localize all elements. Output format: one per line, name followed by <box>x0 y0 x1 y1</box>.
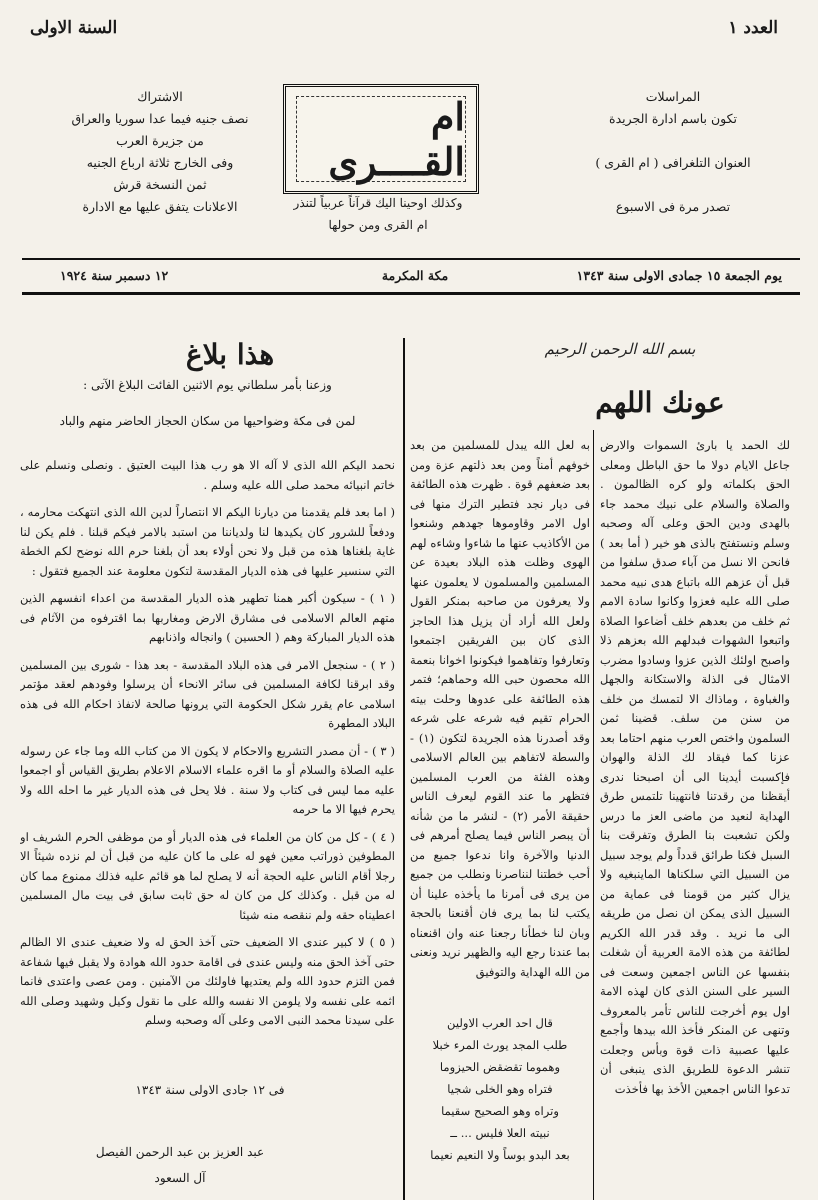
paragraph: ( ١ ) - سيكون أكبر همنا تطهير هذه الديار المقدسة من اعداء انفسهم الذين متهم العالم الاسلامى فى مشارق الارض ومغاربها بما اقترفوه من الآثام فى هذه الديار المباركة وهم ( الحسين ) وانجاله واذنابهم <box>20 591 395 644</box>
poem <box>410 1012 590 1166</box>
poem-line: فتراه وهو الخلى شجيا <box>447 1082 553 1096</box>
bismillah: بسم الله الرحمن الرحيم <box>544 340 696 358</box>
info-line: تصدر مرة فى الاسبوع <box>615 199 731 214</box>
article-text: لك الحمد يا بارئ السموات والارض جاعل الايام دولا ما حق الباطل ومعلى الحق بكلماته ولو كره الظالمون . والصلاة والسلام على نبيك محمد جاء بالهدى ودين الحق وعلى آله وصحبه وسلم ونستفتح بالذى هو خير ( أما بعد ) فانحن الا نسل من آباء صدق سلفوا من قبل أن عزهم الله باتباع هدى نبيه محمد صلى الله عليه فعزوا وكانوا سادة الامم ثم خلف من بعدهم خلف أضاعوا الصلاة واتبعوا الشهوات فبدلهم الله بعزهم ذلا واصبح اولئك الذين عزوا وسادوا مضرب الامثال فى الذلة والاستكانة والجهل والغباوة ، وماذاك الا لتمسك من خلف من سنن من سلف. قضينا ثمن السلمون واختص العرب منهم احتاما بعد عزنا كما فيقاد لك الذلة والهوان فإكسبت أيدينا الى أن اصبحنا ندرى أيقظنا من رقدتنا فانتهينا تلتمس طرق الهداية لنعيد من ماضى العز ما درس ولكن تشعبت بنا الطرق وتفرقت بنا السبل فكنا طرائق قدداً ولم يوجد سبيل من السبيل التي سلكناها الماينبغيه ولا يزال كثير من قومنا فى عماية من السبيل الذى يمكن ان نصل من طريقه الى ما نريد . وقد قدر الله الكريم لطائفة من هذه الامة العربية أن شغلت بنفسها عن الناس اجمعين وسعت فى السير على السنن الذى كان لهذه الامة اول يوم أخرجت للناس تأمر بالمعروف وتنهى عن المنكر فأخذ الله بيدها وأجمع عليها عصبية ذات قوة وبأس وجعلت تنشر الدعوة للطريق الذى ينبغى أن تدعوا الناس اجمعين الأخذ بها فأخذت <box>600 438 790 1096</box>
info-line: نصف جنيه فيما عدا سوريا والعراق <box>71 111 249 126</box>
info-line: وفى الخارج ثلاثة ارباع الجنيه <box>86 155 234 170</box>
poem-line: وهموما تقضقض الحيزوما <box>439 1060 561 1074</box>
paragraph: ( ٣ ) - أن مصدر التشريع والاحكام لا يكون الا من كتاب الله وما جاء عن رسوله عليه الصلاة والسلام أو ما اقره علماء الاسلام الاعلام بطريق القياس أو اجمعوا عليه مما ليس فى كتاب ولا سنة . فلا يحل فى هذه الديار غير ما احله الله ولا يحرم فيها الا ما حرمه <box>20 743 395 816</box>
info-line: الاعلانات يتفق عليها مع الادارة <box>82 199 238 214</box>
column-divider <box>403 338 405 1200</box>
paragraph: ( ٢ ) - سنجعل الامر فى هذه البلاد المقدسة - بعد هذا - شورى بين المسلمين وقد ابرقنا لكافة المسلمين فى سائر الانحاء أن يرسلوا وفودهم لعقد مؤتمر اسلامى عام يقرر شكل الحكومة التي يرونها صالحة لانفاذ احكام الله فى هذه البلاد المطهرة <box>20 657 395 730</box>
info-line: تكون باسم ادارة الجريدة <box>609 111 737 126</box>
issue-date: فى ١٢ جادى الاولى سنة ١٣٤٣ <box>135 1083 285 1097</box>
date-hijri: يوم الجمعة ١٥ جمادى الاولى سنة ١٣٤٣ <box>576 268 782 283</box>
poem-line: وتراه وهو الصحيح سقيما <box>441 1104 559 1118</box>
info-line: العنوان التلغرافى ( ام القرى ) <box>595 155 751 170</box>
rule <box>22 258 800 260</box>
info-line: المراسلات <box>645 89 701 104</box>
correspondence-info <box>558 86 788 218</box>
poem-line: قال احد العرب الاولين <box>447 1016 553 1030</box>
article-heading: عونك اللهم <box>595 386 725 419</box>
paragraph: ( ٤ ) - كل من كان من العلماء فى هذه الديار أو من موظفى الحرم الشريف او المطوفين ذوراتب معين فهو له على ما كان عليه من قبل أن لم نزده شيئاً الا رجلا أقام الناس عليه الحجة أنه لا يصلح لما هو قائم عليه فذلك ممنوع مما كان له من قبل . وكذلك كل من كان له حق ثابت سابق فى بيت مال المسلمين اعطيناه حقه ولم ننقصه منه شيئا <box>20 829 395 922</box>
info-line: الاشتراك <box>137 89 183 104</box>
poem-line: طلب المجد يورث المرء خبلا <box>432 1038 568 1052</box>
signature-family: آل السعود <box>154 1171 206 1185</box>
poem-line: بعد البدو بوساً ولا النعيم نعيما <box>430 1148 570 1162</box>
rule <box>22 292 800 295</box>
paragraph: ( ٥ ) لا كبير عندى الا الضعيف حتى آخذ الحق له ولا ضعيف عندى الا الظالم حتى آخذ الحق منه وليس عندى فى اقامة حدود الله هوادة ولا يقبل فيها شفاعة فمن التزم حدود الله ولم يعتديها فاولئك من الآمنين . ومن عصى واعتدى فانما اثمه على نفسه ولا يلومن الا نفسه والله على ما نقول وكيل وشهيد وصلى الله على سيدنا محمد النبى الامى وعلى آله وصحبه وسلم <box>20 935 395 1027</box>
subscription-info <box>45 86 275 218</box>
opening-paragraph: نحمد اليكم الله الذى لا آله الا هو رب هذا البيت العتيق . ونصلى ونسلم على خاتم انبيائه محمد صلى الله عليه وسلم . <box>20 458 395 492</box>
addressee-line: لمن فى مكة وضواحيها من سكان الحجاز الحاضر منهم والباد <box>59 414 356 428</box>
newspaper-title: ام القــــرى <box>296 96 466 182</box>
article-column <box>410 436 590 1008</box>
article-subheading: وزعنا بأمر سلطاني يوم الاثنين الفائت البلاغ الآتى : <box>83 378 332 392</box>
poem-line: نبيته العلا فليس ... ــ <box>450 1126 550 1140</box>
newspaper-logo <box>283 84 479 194</box>
city-name: مكة المكرمة <box>381 268 449 283</box>
article-heading: هذا بلاغ <box>185 338 275 371</box>
motto-line: ام القرى ومن حولها <box>328 218 428 232</box>
issue-number: العدد ١ <box>728 18 778 38</box>
article-text: به لعل الله يبدل للمسلمين من بعد خوفهم أمناً ومن بعد ذلتهم عزة ومن بعد ضعفهم قوة . ظهرت هذه الطائفة فى ديار نجد فتطير الترك منها فى اول الامر وقاوموها جهدهم وشنعوا من الأكاذيب عنها ما شاءوا وشاءه لهم الهوى وظلت هذه البلاد بعيدة عن المسلمين والمسلمون لا يعلمون عنها ولا يعرفون من صاحبه بمنكر القول ولعل الله أراد أن يزيل هذا الحاجز الذى كان بين الفريقين اجتمعوا وتعارفوا وتفاهموا فيكونوا اخوانا بنعمة الله محصون حبى الله وحماهم؛ فتمر هذه الطائفة على عدوها وحلت بيته الحرام تقيم فيه شرعه على شرعه وقد أصدرنا هذه الجريدة لتكون (١) - والسطة لاتفاهم بين العالم الاسلامى وهذه الفئة من العرب المسلمين فتظهر ما عند القوم ليعرف الناس حقيقة الأمر (٢) - لنشر ما من شأنه أن يبصر الناس فيما يصلح أمرهم فى الدنيا والآخرة وانا ندعوا جميع من أحب خطتنا لنناصرنا ونطلب من جميع من يرى فى أمرنا ما يأخذه علينا أن يكتب لنا بما يرى فان أقنعنا بالحجة وبان لنا خطأنا رجعنا عنه وان اقنعناه بما عندنا رجع اليه والظهير نريد ونعنى من الله الهداية والتوفيق <box>410 438 590 979</box>
info-line: ثمن النسخة قرش <box>113 177 207 192</box>
article-body <box>20 456 395 1072</box>
motto-line: وكذلك اوحينا اليك قرآناً عربياً لتنذر <box>293 196 463 210</box>
signature-name: عبد العزيز بن عبد الرحمن الفيصل <box>95 1145 265 1159</box>
date-gregorian: ١٢ دسمبر سنة ١٩٢٤ <box>60 268 169 283</box>
article-column <box>600 436 790 1200</box>
column-divider <box>593 430 594 1200</box>
year-label: السنة الاولى <box>30 18 118 38</box>
paragraph: ( اما بعد فلم يقدمنا من ديارنا اليكم الا انتصاراً لدين الله الذى انتهكت محارمه ، ودفعاً للشرور كان يكيدها لنا ولدياننا من استبد بالامر فيكم قبلنا . فلم يكن لنا غاية بلغناها هذه من قبل ولا نحن أولاء بعد أن بلغنا حرم الله نوضح لكم الخطة التي سنسير عليها فى هذه الديار المقدسة لتكون معلومة عند الجميع فتقول : <box>20 505 395 578</box>
info-line: من جزيرة العرب <box>116 133 204 148</box>
